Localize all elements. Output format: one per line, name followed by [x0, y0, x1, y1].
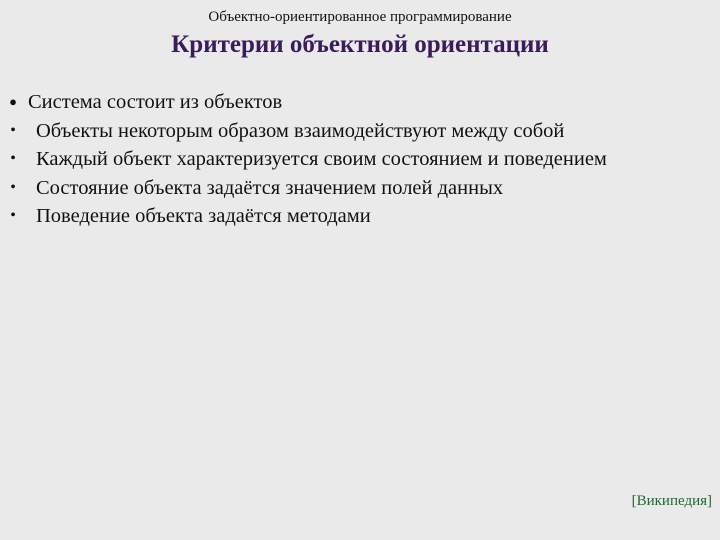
bullet-icon: •	[10, 207, 16, 224]
bullet-text: Объекты некоторым образом взаимодействуют между собой	[36, 119, 565, 142]
bullet-item	[0, 202, 720, 231]
bullet-icon: ●	[9, 94, 17, 109]
source-link[interactable]: [Википедия]	[631, 493, 712, 509]
bullet-icon: •	[10, 150, 16, 167]
bullet-icon: •	[10, 121, 16, 139]
bullet-item	[0, 88, 720, 117]
bullet-text: Состояние объекта задаётся значением полей данных	[36, 176, 504, 199]
bullet-item	[0, 117, 720, 146]
bullet-text: Поведение объекта задаётся методами	[36, 205, 371, 227]
bullet-text: Каждый объект характеризуется своим состоянием и поведением	[36, 148, 607, 170]
bullet-item	[0, 145, 720, 174]
bullet-icon: •	[10, 178, 16, 196]
slide-title: Критерии объектной ориентации	[171, 31, 549, 58]
course-title: Объектно-ориентированное программирование	[208, 9, 512, 25]
bullet-list	[0, 88, 720, 231]
bullet-text: Система состоит из объектов	[28, 91, 283, 113]
bullet-item	[0, 174, 720, 203]
